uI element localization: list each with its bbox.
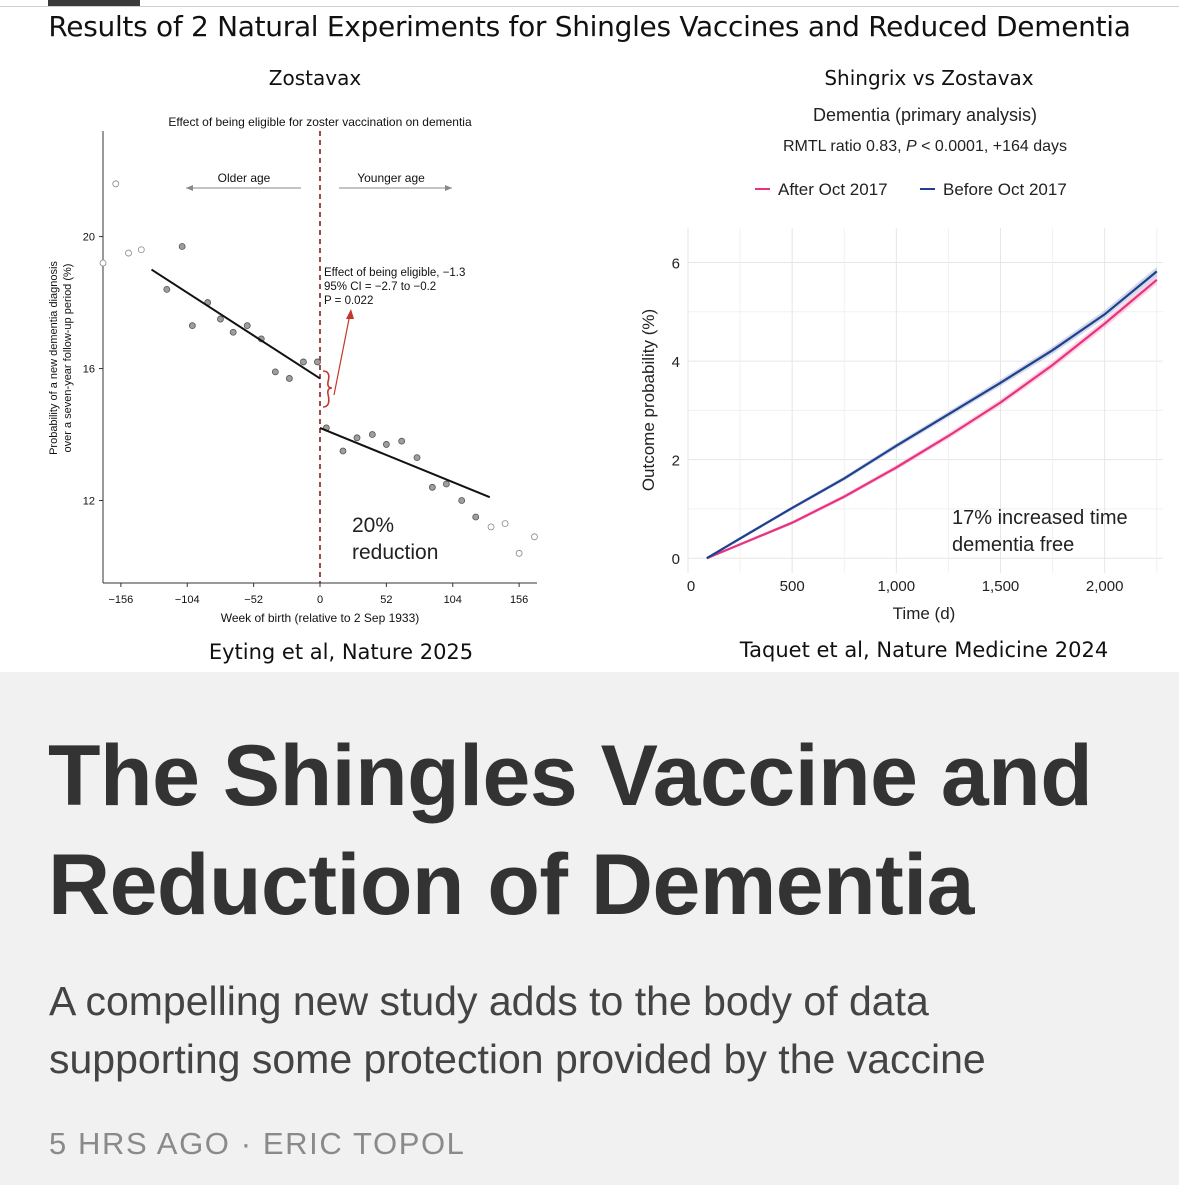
- left-data-point: [286, 375, 292, 381]
- right-chart-subtitle: RMTL ratio 0.83, P < 0.0001, +164 days: [782, 138, 1068, 155]
- left-y-axis-label: [48, 261, 74, 455]
- left-data-point: [113, 181, 119, 187]
- right-chart-title: Dementia (primary analysis): [812, 105, 1038, 125]
- older-age-label: Older age: [217, 171, 271, 185]
- effect-annotation-line2: 95% CI = −2.7 to −0.2: [324, 281, 437, 293]
- right-chart: [639, 105, 1163, 623]
- younger-age-arrowhead: [445, 185, 452, 191]
- right-y-tick-label: 2: [671, 452, 680, 470]
- post-time: 5 HRS AGO: [49, 1126, 231, 1161]
- left-data-point: [179, 243, 185, 249]
- subtitle-line1: A compelling new study adds to the body of data: [49, 978, 929, 1024]
- effect-brace: [323, 371, 332, 407]
- headline-line1[interactable]: The Shingles Vaccine and: [48, 728, 1093, 824]
- older-age-arrowhead: [186, 185, 193, 191]
- left-x-tick-label: −104: [174, 594, 200, 606]
- effect-annotation-line3: P = 0.022: [324, 295, 374, 307]
- legend-before-label: Before Oct 2017: [943, 180, 1067, 199]
- reduction-word: reduction: [352, 541, 439, 564]
- left-data-point: [369, 432, 375, 438]
- younger-age-label: Younger age: [357, 171, 425, 185]
- left-x-axis-label: Week of birth (relative to 2 Sep 1933): [220, 611, 420, 625]
- left-y-tick-label: 16: [82, 363, 95, 376]
- left-data-point: [383, 441, 389, 447]
- left-data-point: [502, 521, 508, 527]
- left-data-point: [244, 323, 250, 329]
- left-x-tick-label: 52: [380, 594, 393, 606]
- left-data-point: [443, 481, 449, 487]
- right-x-tick-label: 1,000: [877, 578, 916, 595]
- right-x-tick-label: 2,000: [1085, 578, 1124, 595]
- article-subtitle: [49, 972, 1159, 1088]
- effect-annotation-line1: Effect of being eligible, −1.3: [324, 267, 466, 279]
- subtitle-line2: supporting some protection provided by the vaccine: [49, 1036, 986, 1082]
- effect-arrowhead: [346, 309, 354, 319]
- left-x-tick-label: −52: [244, 594, 263, 606]
- byline-separator: ·: [240, 1126, 253, 1161]
- left-data-point: [189, 323, 195, 329]
- right-citation: Taquet et al, Nature Medicine 2024: [739, 638, 1109, 662]
- left-data-point: [429, 484, 435, 490]
- left-y-tick-label: 12: [82, 495, 95, 508]
- left-data-point: [314, 359, 320, 365]
- headline-line2[interactable]: Reduction of Dementia: [48, 837, 975, 933]
- left-data-point: [126, 250, 132, 256]
- pre-cutoff-fit-line: [152, 270, 320, 379]
- right-y-tick-label: 0: [671, 551, 680, 569]
- left-data-point: [272, 369, 278, 375]
- post-cutoff-fit-line: [320, 428, 490, 497]
- left-data-point: [459, 498, 465, 504]
- time-free-annotation-line2: dementia free: [952, 534, 1075, 556]
- legend-after-label: After Oct 2017: [778, 180, 888, 199]
- left-data-point: [516, 550, 522, 556]
- left-data-point: [138, 247, 144, 253]
- left-data-point: [230, 329, 236, 335]
- left-x-tick-label: 156: [509, 594, 529, 606]
- left-x-tick-label: 0: [316, 594, 324, 606]
- left-data-point: [100, 260, 106, 266]
- right-x-tick-label: 500: [779, 578, 805, 595]
- left-citation: Eyting et al, Nature 2025: [208, 640, 474, 664]
- left-data-point: [399, 438, 405, 444]
- right-x-tick-label: 0: [686, 578, 696, 595]
- right-x-axis-label: Time (d): [892, 604, 956, 623]
- right-panel-title: Shingrix vs Zostavax: [824, 66, 1034, 90]
- left-data-point: [531, 534, 537, 540]
- hero-title: Results of 2 Natural Experiments for Shingles Vaccines and Reduced Dementia: [48, 10, 1131, 43]
- left-data-point: [164, 286, 170, 292]
- right-y-tick-label: 6: [671, 255, 680, 273]
- left-x-tick-label: −156: [108, 594, 134, 606]
- left-y-label-line1: Probability of a new dementia diagnosis: [48, 261, 60, 455]
- left-data-point: [473, 514, 479, 520]
- left-data-point: [300, 359, 306, 365]
- article-headline[interactable]: [48, 722, 1148, 940]
- left-data-point: [340, 448, 346, 454]
- left-data-point: [217, 316, 223, 322]
- right-legend: [755, 180, 1067, 199]
- author-link[interactable]: ERIC TOPOL: [262, 1126, 466, 1161]
- left-y-tick-label: 20: [82, 231, 95, 244]
- reduction-percent: 20%: [352, 514, 395, 537]
- time-free-annotation-line1: 17% increased time: [952, 507, 1128, 529]
- left-panel-title: Zostavax: [268, 66, 362, 90]
- right-y-axis-label-group: [639, 309, 658, 491]
- left-data-point: [414, 455, 420, 461]
- byline: [49, 1126, 466, 1162]
- left-data-point: [354, 435, 360, 441]
- right-y-axis-label: Outcome probability (%): [639, 308, 658, 492]
- left-chart: [48, 115, 537, 625]
- right-y-tick-label: 4: [671, 354, 680, 372]
- right-x-tick-label: 1,500: [981, 578, 1020, 595]
- left-y-label-line2: over a seven-year follow-up period (%): [62, 263, 74, 453]
- left-data-point: [488, 524, 494, 530]
- left-chart-title: Effect of being eligible for zoster vaccination on dementia: [168, 115, 472, 129]
- left-x-tick-label: 104: [443, 594, 462, 606]
- effect-arrow: [334, 314, 350, 395]
